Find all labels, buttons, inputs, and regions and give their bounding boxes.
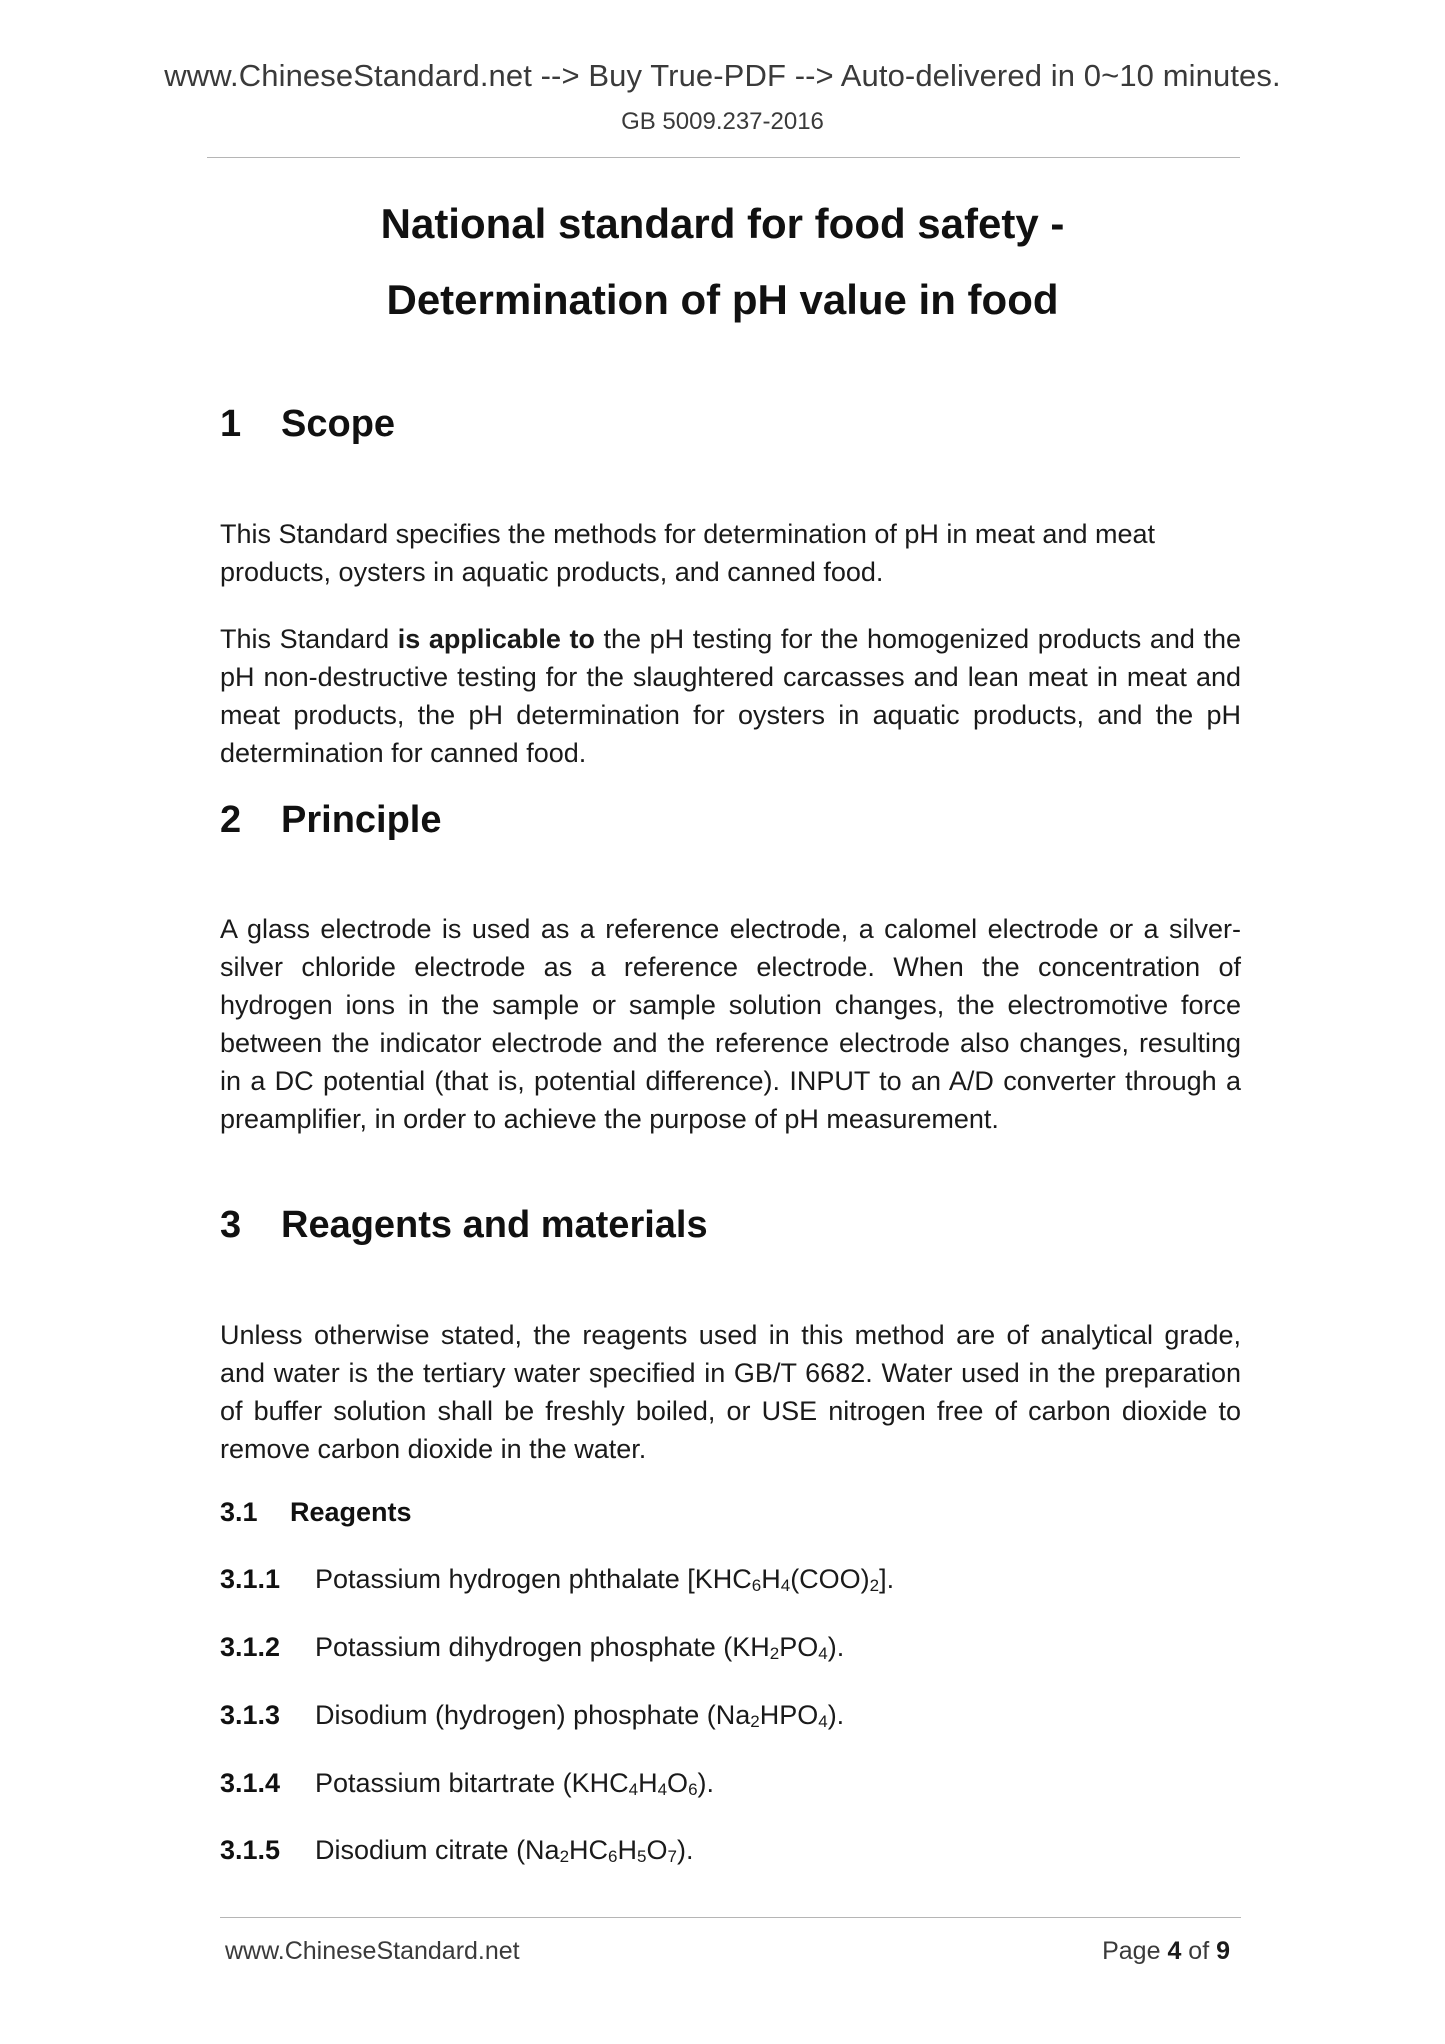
reagent-name: Potassium bitartrate $(KHC_4H_4O_6)$. bbox=[315, 1768, 715, 1799]
section-title: Principle bbox=[281, 799, 442, 841]
page-total: 9 bbox=[1216, 1937, 1230, 1965]
reagent-name: Disodium (hydrogen) phosphate $(Na_2HPO_4)$. bbox=[315, 1700, 845, 1731]
reagent-item bbox=[220, 1700, 844, 1731]
document-title-line-1: National standard for food safety - bbox=[380, 200, 1065, 247]
reagent-name: Potassium hydrogen phthalate $[KHC_6H_4(COO)_2]$. bbox=[315, 1564, 895, 1595]
reagent-name: Disodium citrate $(Na_2HC_6H_5O_7)$. bbox=[315, 1835, 694, 1866]
reagent-item bbox=[220, 1835, 693, 1866]
reagent-number: 3.1.3 bbox=[220, 1700, 281, 1730]
footer-site: www.ChineseStandard.net bbox=[225, 1937, 520, 1965]
section-number: 1 bbox=[220, 403, 242, 445]
reagent-name: Potassium dihydrogen phosphate $(KH_2PO_4)$. bbox=[315, 1632, 845, 1663]
page-current: 4 bbox=[1167, 1937, 1182, 1965]
header-banner: www.ChineseStandard.net --> Buy True-PDF --> Auto-delivered in 0~10 minutes. bbox=[164, 58, 1281, 93]
subsection-title: Reagents bbox=[290, 1497, 412, 1527]
section-heading-scope bbox=[220, 403, 395, 446]
reagent-number: 3.1.5 bbox=[220, 1835, 281, 1865]
scope-paragraph-2-suffix: the pH testing for the homogenized products and the pH non-destructive testing for the slaughtered carcasses and lean meat in meat and meat products, the pH determination for oysters in aquatic products, and the pH determination for canned food. bbox=[220, 624, 1241, 768]
document-code: GB 5009.237-2016 bbox=[621, 108, 824, 135]
reagents-materials-paragraph: Unless otherwise stated, the reagents used in this method are of analytical grade, and water is the tertiary water specified in GB/T 6682. Water used in the preparation of buffer solution shall be freshly boiled, or USE nitrogen free of carbon dioxide to remove carbon dioxide in the water. bbox=[220, 1320, 1241, 1464]
section-heading-principle bbox=[220, 799, 442, 842]
section-heading-reagents-materials bbox=[220, 1204, 708, 1247]
section-number: 3 bbox=[220, 1204, 242, 1246]
scope-paragraph-1: This Standard specifies the methods for determination of pH in meat and meat products, oysters in aquatic products, and canned food. bbox=[220, 519, 1155, 587]
reagent-number: 3.1.2 bbox=[220, 1632, 281, 1662]
reagent-item bbox=[220, 1564, 894, 1595]
scope-paragraph-2-emphasis: is applicable to bbox=[397, 624, 595, 654]
reagent-item bbox=[220, 1632, 844, 1663]
principle-paragraph: A glass electrode is used as a reference electrode, a calomel electrode or a silver-silver chloride electrode as a reference electrode. When the concentration of hydrogen ions in the sample or sample solution changes, the electromotive force between the indicator electrode and the reference electrode also changes, resulting in a DC potential (that is, potential difference). INPUT to an A/D converter through a preamplifier, in order to achieve the purpose of pH measurement. bbox=[220, 914, 1241, 1134]
reagent-item bbox=[220, 1768, 714, 1799]
page-indicator bbox=[1102, 1937, 1230, 1966]
scope-paragraph-2-prefix: This Standard bbox=[220, 624, 398, 654]
scope-paragraph-2 bbox=[220, 620, 1241, 772]
document-title-line-2: Determination of pH value in food bbox=[386, 276, 1059, 323]
page-of: of bbox=[1181, 1937, 1217, 1965]
subsection-heading-reagents bbox=[220, 1497, 412, 1528]
header-divider bbox=[207, 157, 1240, 158]
section-title: Reagents and materials bbox=[281, 1204, 708, 1246]
subsection-number: 3.1 bbox=[220, 1497, 258, 1527]
footer-divider bbox=[220, 1917, 1241, 1918]
page-prefix: Page bbox=[1102, 1937, 1168, 1965]
reagent-number: 3.1.1 bbox=[220, 1564, 281, 1594]
reagent-number: 3.1.4 bbox=[220, 1768, 281, 1798]
section-title: Scope bbox=[281, 403, 396, 445]
section-number: 2 bbox=[220, 799, 242, 841]
